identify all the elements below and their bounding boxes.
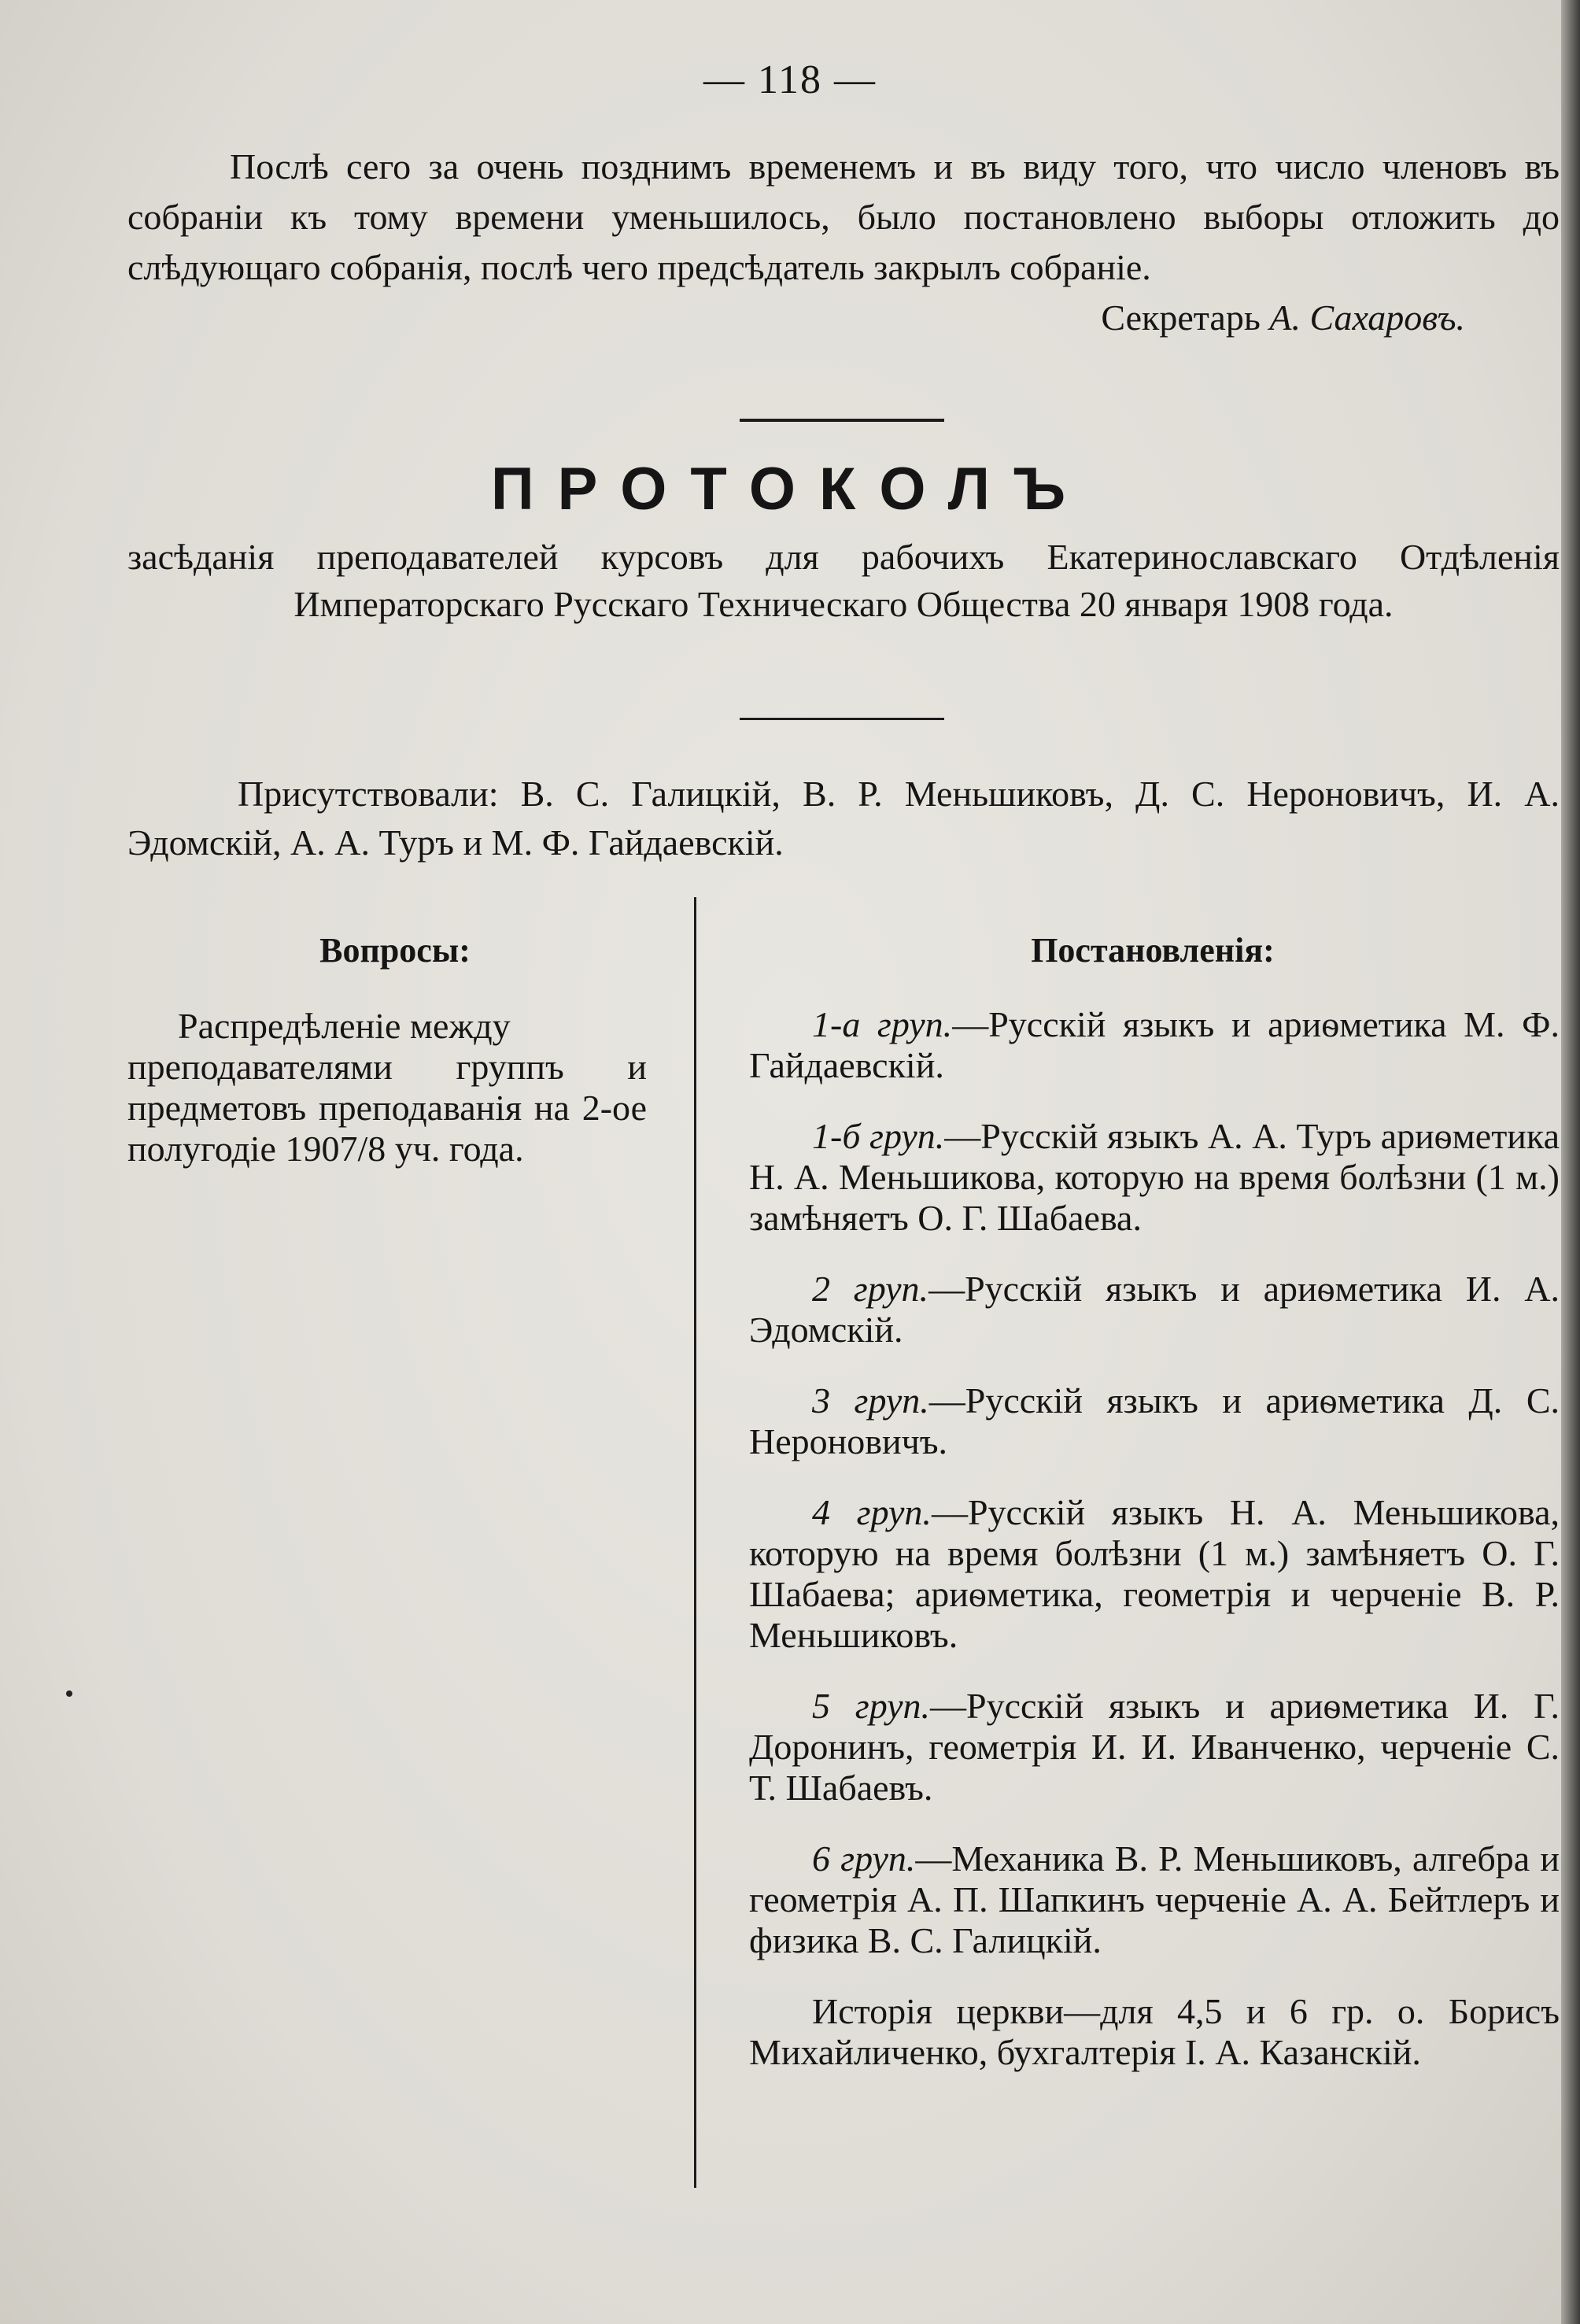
- decision-text: —Русскій языкъ и ариѳметика Д. С. Нероновичъ.: [749, 1380, 1560, 1461]
- question-item: [127, 1006, 647, 1169]
- decision-group: 1-а груп.: [812, 1004, 953, 1044]
- decision-text: —Русскій языкъ Н. А. Меньшикова, которую на время болѣзни (1 м.) замѣняетъ О. Г. Шабаева; ариѳметика, геометрія и черченіе В. Р. Меньшиковъ.: [749, 1492, 1560, 1655]
- decisions-header: Постановленія:: [1031, 931, 1275, 970]
- decision-group: 4 груп.: [812, 1492, 932, 1532]
- signature: [127, 293, 1560, 343]
- decision-group: 2 груп.: [812, 1269, 929, 1309]
- attendance-paragraph: Присутствовали: В. С. Галицкій, В. Р. Меньшиковъ, Д. С. Нероновичъ, И. А. Эдомскій, А. А. Туръ и М. Ф. Гайдаевскій.: [127, 774, 1560, 863]
- document-title: ПРОТОКОЛЪ: [490, 456, 1090, 523]
- page-number: — 118 —: [703, 57, 877, 102]
- question-rest: преподавателями группъ и предметовъ преподаванія на 2-ое полугодіе 1907/8 уч. года.: [127, 1047, 647, 1169]
- ink-speck: [66, 1690, 72, 1697]
- decision-group: 1-б груп.: [812, 1116, 945, 1156]
- decision-item: [749, 1492, 1560, 1656]
- decision-text: —Русскій языкъ А. А. Туръ ариѳметика Н. А. Меньшикова, которую на время болѣзни (1 м.) замѣняетъ О. Г. Шабаева.: [749, 1116, 1560, 1238]
- intro-section: [127, 142, 1560, 343]
- decision-item: [749, 1991, 1560, 2073]
- decision-item: [749, 1004, 1560, 1086]
- decision-item: [749, 1686, 1560, 1809]
- signature-name: А. Сахаровъ.: [1269, 297, 1465, 338]
- decision-text: —Русскій языкъ и ариѳметика М. Ф. Гайдаевскій.: [749, 1004, 1560, 1085]
- page-edge-shadow: [1561, 0, 1580, 2324]
- questions-header: Вопросы:: [319, 931, 471, 970]
- decision-text: —Механика В. Р. Меньшиковъ, алгебра и геометрія А. П. Шапкинъ черченіе А. А. Бейтлеръ и физика В. С. Галицкій.: [749, 1838, 1560, 1960]
- decision-text: Исторія церкви—для 4,5 и 6 гр. о. Борисъ Михайличенко, бухгалтерія І. А. Казанскій.: [749, 1991, 1560, 2072]
- decision-group: 3 груп.: [812, 1380, 929, 1421]
- signature-label: Секретарь: [1101, 297, 1261, 338]
- decision-group: 6 груп.: [812, 1838, 916, 1879]
- decision-item: [749, 1269, 1560, 1350]
- decision-item: [749, 1116, 1560, 1239]
- intro-paragraph: Послѣ сего за очень позднимъ временемъ и въ виду того, что число членовъ въ собраніи къ тому времени уменьшилось, было постановлено выборы отложить до слѣдующаго собранія, послѣ чего предсѣдатель закрылъ собраніе.: [127, 146, 1560, 287]
- decisions-list: [749, 1004, 1560, 2073]
- decision-text: —Русскій языкъ и ариѳметика И. А. Эдомскій.: [749, 1269, 1560, 1350]
- title-rule-bottom: [740, 718, 944, 720]
- document-subtitle: засѣданія преподавателей курсовъ для рабочихъ Екатеринославскаго Отдѣленія Императорскаго Русскаго Техническаго Общества 20 января 1908 года.: [127, 537, 1560, 624]
- question-first-line: Распредѣленіе между: [178, 1006, 511, 1046]
- decision-group: 5 груп.: [812, 1686, 931, 1726]
- column-divider: [694, 897, 696, 2188]
- decision-item: [749, 1380, 1560, 1462]
- title-rule-top: [740, 419, 944, 422]
- decision-text: —Русскій языкъ и ариѳметика И. Г. Доронинъ, геометрія И. И. Иванченко, черченіе С. Т. Шабаевъ.: [749, 1686, 1560, 1808]
- decision-item: [749, 1838, 1560, 1961]
